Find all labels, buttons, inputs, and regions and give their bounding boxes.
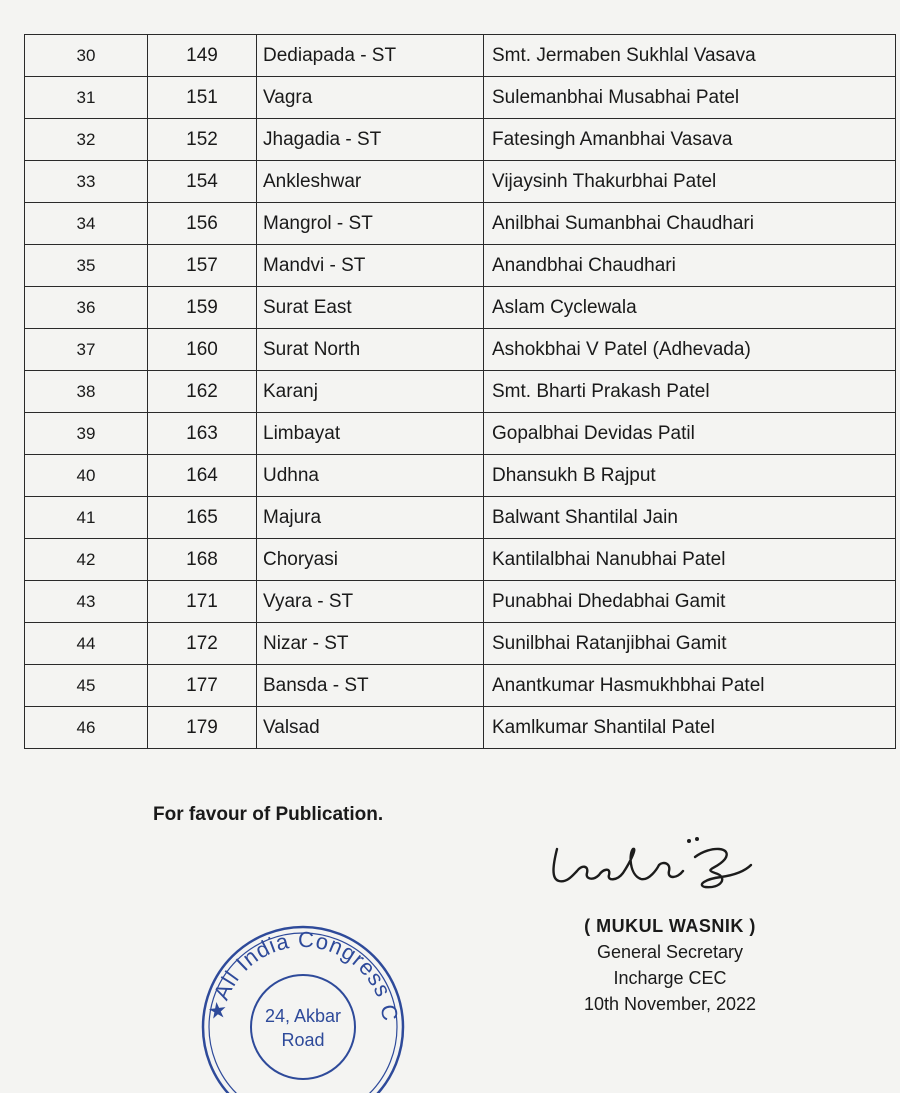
publication-note: For favour of Publication. bbox=[153, 804, 384, 825]
candidate-table-body bbox=[25, 35, 896, 749]
congress-committee-seal bbox=[195, 912, 410, 1093]
candidate-name-cell: Anantkumar Hasmukhbhai Patel bbox=[484, 665, 896, 707]
ac-number-cell: 179 bbox=[148, 707, 257, 749]
serial-number-cell: 44 bbox=[25, 623, 148, 665]
ac-number-cell: 160 bbox=[148, 329, 257, 371]
table-row bbox=[25, 35, 896, 77]
constituency-cell: Dediapada - ST bbox=[257, 35, 484, 77]
candidate-table bbox=[24, 34, 896, 749]
signatory-name: ( MUKUL WASNIK ) bbox=[584, 916, 756, 936]
candidate-name-cell: Aslam Cyclewala bbox=[484, 287, 896, 329]
table-row bbox=[25, 581, 896, 623]
handwritten-signature bbox=[545, 835, 795, 895]
candidate-name-cell: Anilbhai Sumanbhai Chaudhari bbox=[484, 203, 896, 245]
ac-number-cell: 151 bbox=[148, 77, 257, 119]
seal-line-2: Road bbox=[281, 1030, 325, 1050]
constituency-cell: Surat North bbox=[257, 329, 484, 371]
serial-number-cell: 40 bbox=[25, 455, 148, 497]
svg-text:★All India Congress Committee★: ★All India Congress C bbox=[202, 926, 404, 1024]
table-row bbox=[25, 329, 896, 371]
constituency-cell: Karanj bbox=[257, 371, 484, 413]
table-row bbox=[25, 203, 896, 245]
table-row bbox=[25, 287, 896, 329]
signature-block bbox=[545, 835, 795, 1017]
ac-number-cell: 156 bbox=[148, 203, 257, 245]
ac-number-cell: 154 bbox=[148, 161, 257, 203]
constituency-cell: Ankleshwar bbox=[257, 161, 484, 203]
serial-number-cell: 30 bbox=[25, 35, 148, 77]
ac-number-cell: 164 bbox=[148, 455, 257, 497]
candidate-name-cell: Gopalbhai Devidas Patil bbox=[484, 413, 896, 455]
serial-number-cell: 43 bbox=[25, 581, 148, 623]
candidate-name-cell: Smt. Jermaben Sukhlal Vasava bbox=[484, 35, 896, 77]
constituency-cell: Limbayat bbox=[257, 413, 484, 455]
serial-number-cell: 39 bbox=[25, 413, 148, 455]
constituency-cell: Valsad bbox=[257, 707, 484, 749]
serial-number-cell: 37 bbox=[25, 329, 148, 371]
signatory-designation: General Secretary bbox=[596, 942, 744, 962]
table-row bbox=[25, 497, 896, 539]
signature-date: 10th November, 2022 bbox=[583, 994, 757, 1014]
ac-number-cell: 165 bbox=[148, 497, 257, 539]
candidate-name-cell: Kantilalbhai Nanubhai Patel bbox=[484, 539, 896, 581]
ac-number-cell: 172 bbox=[148, 623, 257, 665]
table-row bbox=[25, 623, 896, 665]
table-row bbox=[25, 455, 896, 497]
constituency-cell: Jhagadia - ST bbox=[257, 119, 484, 161]
ac-number-cell: 157 bbox=[148, 245, 257, 287]
ac-number-cell: 171 bbox=[148, 581, 257, 623]
serial-number-cell: 34 bbox=[25, 203, 148, 245]
constituency-cell: Choryasi bbox=[257, 539, 484, 581]
signatory-role: Incharge CEC bbox=[613, 968, 727, 988]
serial-number-cell: 45 bbox=[25, 665, 148, 707]
table-row bbox=[25, 371, 896, 413]
serial-number-cell: 32 bbox=[25, 119, 148, 161]
serial-number-cell: 35 bbox=[25, 245, 148, 287]
constituency-cell: Udhna bbox=[257, 455, 484, 497]
candidate-name-cell: Ashokbhai V Patel (Adhevada) bbox=[484, 329, 896, 371]
seal-line-1: 24, Akbar bbox=[264, 1006, 342, 1026]
ac-number-cell: 177 bbox=[148, 665, 257, 707]
ac-number-cell: 163 bbox=[148, 413, 257, 455]
table-row bbox=[25, 539, 896, 581]
table-row bbox=[25, 665, 896, 707]
candidate-name-cell: Balwant Shantilal Jain bbox=[484, 497, 896, 539]
constituency-cell: Vagra bbox=[257, 77, 484, 119]
candidate-name-cell: Dhansukh B Rajput bbox=[484, 455, 896, 497]
table-row bbox=[25, 161, 896, 203]
serial-number-cell: 33 bbox=[25, 161, 148, 203]
candidate-name-cell: Kamlkumar Shantilal Patel bbox=[484, 707, 896, 749]
constituency-cell: Majura bbox=[257, 497, 484, 539]
table-row bbox=[25, 119, 896, 161]
serial-number-cell: 31 bbox=[25, 77, 148, 119]
serial-number-cell: 36 bbox=[25, 287, 148, 329]
ac-number-cell: 152 bbox=[148, 119, 257, 161]
candidate-name-cell: Punabhai Dhedabhai Gamit bbox=[484, 581, 896, 623]
constituency-cell: Bansda - ST bbox=[257, 665, 484, 707]
ac-number-cell: 168 bbox=[148, 539, 257, 581]
ac-number-cell: 159 bbox=[148, 287, 257, 329]
table-row bbox=[25, 707, 896, 749]
table-row bbox=[25, 77, 896, 119]
table-row bbox=[25, 413, 896, 455]
candidate-name-cell: Vijaysinh Thakurbhai Patel bbox=[484, 161, 896, 203]
constituency-cell: Surat East bbox=[257, 287, 484, 329]
constituency-cell: Mangrol - ST bbox=[257, 203, 484, 245]
ac-number-cell: 162 bbox=[148, 371, 257, 413]
constituency-cell: Nizar - ST bbox=[257, 623, 484, 665]
candidate-name-cell: Fatesingh Amanbhai Vasava bbox=[484, 119, 896, 161]
serial-number-cell: 46 bbox=[25, 707, 148, 749]
candidate-name-cell: Smt. Bharti Prakash Patel bbox=[484, 371, 896, 413]
table-row bbox=[25, 245, 896, 287]
candidate-name-cell: Anandbhai Chaudhari bbox=[484, 245, 896, 287]
serial-number-cell: 41 bbox=[25, 497, 148, 539]
serial-number-cell: 38 bbox=[25, 371, 148, 413]
serial-number-cell: 42 bbox=[25, 539, 148, 581]
candidate-name-cell: Sunilbhai Ratanjibhai Gamit bbox=[484, 623, 896, 665]
ac-number-cell: 149 bbox=[148, 35, 257, 77]
constituency-cell: Mandvi - ST bbox=[257, 245, 484, 287]
constituency-cell: Vyara - ST bbox=[257, 581, 484, 623]
candidate-name-cell: Sulemanbhai Musabhai Patel bbox=[484, 77, 896, 119]
